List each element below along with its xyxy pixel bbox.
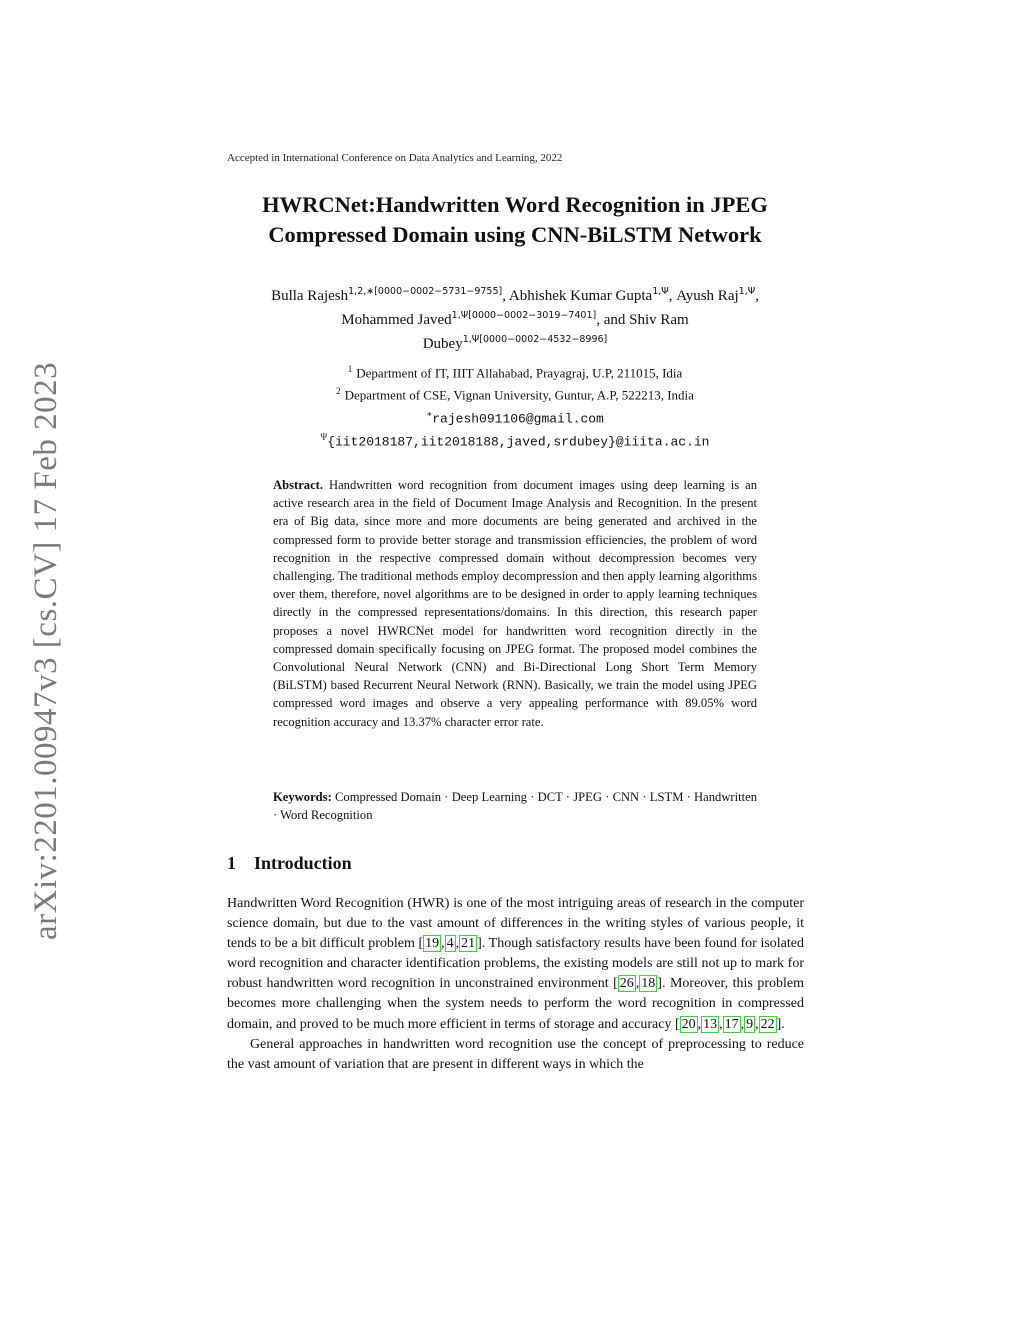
title-line-1: HWRCNet:Handwritten Word Recognition in JPEG: [262, 192, 768, 217]
citation-link[interactable]: 26: [619, 976, 634, 992]
email-1: [227, 405, 803, 428]
abstract-label: Abstract.: [273, 478, 324, 492]
header-note: Accepted in International Conference on Data Analytics and Learning, 2022: [227, 152, 563, 164]
email-mark: Ψ: [320, 431, 328, 442]
citation-link[interactable]: 19: [425, 936, 440, 952]
title-line-2: Compressed Domain using CNN-BiLSTM Network: [268, 222, 762, 247]
affiliation-mark: 1: [347, 364, 353, 374]
citation-link[interactable]: 9: [746, 1016, 754, 1032]
section-title: Introduction: [254, 853, 352, 873]
author-name: Dubey: [422, 336, 463, 352]
author-name: , and Shiv Ram: [596, 312, 689, 328]
paragraph-text: ]. Though satisfactory results have been found for isolated word recognition and character identification problems, the existing models are still not up to mark for robust handwritten word recognition in unconstrained environment [: [227, 936, 805, 992]
arxiv-identifier: arXiv:2201.00947v3 [cs.CV] 17 Feb 2023: [28, 361, 64, 940]
author-line-1: [227, 282, 803, 306]
email-mark: ∗: [426, 408, 433, 419]
citation-link[interactable]: 4: [446, 936, 454, 952]
citation-link[interactable]: 22: [760, 1016, 775, 1032]
author-name: , Abhishek Kumar Gupta: [502, 288, 653, 304]
paragraph-text: Handwritten Word Recognition (HWR) is one of the most intriguing areas of research in the computer science domain, but due to the vast amount of differences in the writing styles of various people, it tends to be a bit difficult problem [: [227, 896, 804, 952]
author-line-3: [227, 330, 803, 354]
paper-title: [227, 190, 803, 250]
section-heading: [227, 853, 352, 874]
paragraph-text: ]. Moreover, this problem becomes more challenging when the system needs to perform the word recognition in compressed domain, and proved to be much more efficient in terms of storage and accuracy [: [227, 976, 805, 1032]
citation-link[interactable]: 18: [641, 976, 656, 992]
author-marks: 1,Ψ: [738, 286, 756, 297]
affiliation-mark: 2: [336, 386, 341, 397]
paragraph-text: ].: [776, 1016, 785, 1032]
keywords: [273, 788, 757, 824]
email-2: [227, 428, 803, 451]
email-address[interactable]: {iit2018187,iit2018188,javed,srdubey}@iiita.ac.in: [327, 434, 710, 450]
affiliations: [227, 360, 803, 451]
author-marks: 1,Ψ: [652, 286, 669, 297]
author-name: , Ayush Raj: [668, 288, 739, 304]
author-name: Mohammed Javed: [341, 312, 452, 328]
author-line-2: [227, 306, 803, 330]
paragraph: General approaches in handwritten word recognition use the concept of preprocessing to reduce the vast amount of variation that are present in different ways in which the: [227, 1036, 804, 1072]
citation-link[interactable]: 20: [681, 1016, 696, 1032]
introduction-body: [227, 894, 804, 1075]
affiliation-text: Department of CSE, Vignan University, Guntur, A.P, 522213, India: [344, 387, 694, 403]
section-number: 1: [227, 853, 236, 873]
citation-link[interactable]: 17: [724, 1016, 739, 1032]
paragraph: Handwritten Word Recognition (HWR) is one of the most intriguing areas of research in the computer science domain, but due to the vast amount of differences in the writing styles of various people, it tends to be a bit difficult problem [ 19 , 4 , 21 ]. Though satisfactory results have been found for isolated word recognition and character identification problems, the existing models are still not up to mark for robust handwritten word recognition in unconstrained environment [ 26 , 18 ]. Moreover, this problem becomes more challenging when the system needs to perform the word recognition in compressed domain, and proved to be much more efficient in terms of storage and accuracy [ 20 , 13 , 17 , 9 , 22 ].: [227, 896, 805, 1032]
affiliation-1: [227, 360, 803, 382]
author-marks: 1,Ψ[0000−0002−4532−8996]: [462, 334, 608, 345]
citation-link[interactable]: 13: [703, 1016, 718, 1032]
author-separator: ,: [755, 288, 759, 304]
abstract-text: Handwritten word recognition from document images using deep learning is an active research area in the field of Document Image Analysis and Recognition. In the present era of Big data, since more and more documents are being generated and archived in the compressed form to provide better storage and transmission efficiencies, the problem of word recognition in the respective compressed domain without decompression becomes very challenging. The traditional methods employ decompression and then apply learning algorithms over them, therefore, novel algorithms are to be designed in order to apply learning techniques directly in the compressed representations/domains. In this direction, this research paper proposes a novel HWRCNet model for handwritten word recognition directly in the compressed domain specifically focusing on JPEG format. The proposed model combines the Convolutional Neural Network (CNN) and Bi-Directional Long Short Term Memory (BiLSTM) based Recurrent Neural Network (RNN). Basically, we train the model using JPEG compressed word images and observe a very appealing performance with 89.05% word recognition accuracy and 13.37% character error rate.: [273, 478, 757, 729]
keywords-label: Keywords:: [273, 790, 332, 804]
email-address[interactable]: rajesh091106@gmail.com: [432, 410, 604, 426]
author-marks: 1,2,∗[0000−0002−5731−9755]: [348, 286, 503, 297]
abstract: [273, 476, 757, 731]
keywords-text: Compressed Domain · Deep Learning · DCT · JPEG · CNN · LSTM · Handwritten · Word Recognition: [273, 790, 757, 823]
author-name: Bulla Rajesh: [271, 288, 349, 304]
author-list: [227, 282, 803, 354]
affiliation-2: [227, 382, 803, 404]
citation-link[interactable]: 21: [461, 936, 476, 952]
author-marks: 1,Ψ[0000−0002−3019−7401]: [451, 310, 597, 321]
affiliation-text: Department of IT, IIIT Allahabad, Prayagraj, U.P, 211015, Idia: [356, 365, 683, 381]
